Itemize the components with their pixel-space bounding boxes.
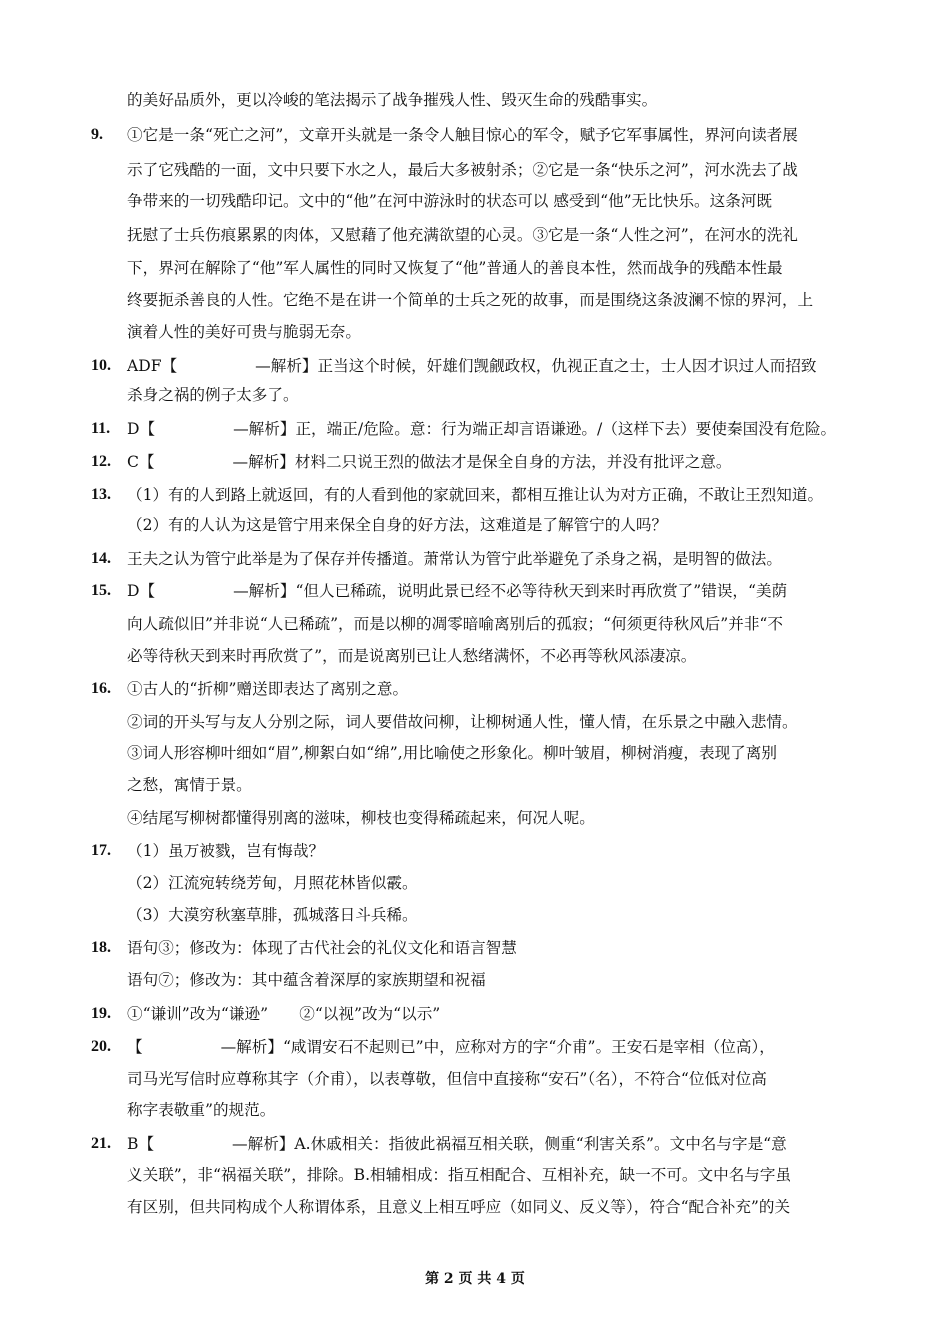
- answer-text-line: 语句⑦；修改为：其中蕴含着深厚的家族期望和祝福: [127, 971, 486, 989]
- answer-text-line: ②词的开头写与友人分别之际，词人要借故问柳，让柳树通人性，懂人情，在乐景之中融入悲情。: [127, 713, 798, 731]
- question-number: 19.: [91, 1005, 111, 1022]
- page-footer: 第 2 页 共 4 页: [425, 1271, 525, 1287]
- answer-text-line: 有区别，但共同构成个人称谓体系，且意义上相互呼应（如同义、反义等），符合“配合补充”的关: [127, 1198, 791, 1216]
- question-number: 9.: [91, 126, 103, 143]
- question-number: 15.: [91, 582, 111, 599]
- answer-text-line: ①古人的“折柳”赠送即表达了离别之意。: [127, 680, 409, 698]
- question-number: 21.: [91, 1135, 111, 1152]
- answer-text-line: ①“谦训”改为“谦逊” ②“以视”改为“以示”: [127, 1005, 441, 1023]
- answer-text-line: 之愁，寓情于景。: [127, 776, 252, 794]
- answer-text-line: 语句③；修改为：体现了古代社会的礼仪文化和语言智慧: [127, 939, 517, 957]
- answer-text-line: 演着人性的美好可贵与脆弱无奈。: [127, 323, 361, 341]
- answer-text-line: D【 —解析】正，端正/危险。意：行为端正却言语谦逊。/（这样下去）要使秦国没有危险。: [127, 420, 837, 438]
- answer-text-line: B【 —解析】A.休戚相关：指彼此祸福互相关联，侧重“利害关系”。文中名与字是“意: [127, 1135, 787, 1153]
- answer-text-line: （1）有的人到路上就返回，有的人看到他的家就回来，都相互推让认为对方正确，不敢让王烈知道。: [127, 486, 824, 504]
- answer-text-line: 杀身之祸的例子太多了。: [127, 386, 299, 404]
- answer-text-line: 司马光写信时应尊称其字（介甫），以表尊敬，但信中直接称“安石”（名），不符合“位低对位高: [127, 1070, 767, 1088]
- answer-text-line: 称字表敬重”的规范。: [127, 1101, 276, 1119]
- answer-text-line: 的美好品质外，更以冷峻的笔法揭示了战争摧残人性、毁灭生命的残酷事实。: [127, 91, 658, 109]
- answer-text-line: ①它是一条“死亡之河”，文章开头就是一条令人触目惊心的军令，赋予它军事属性，界河向读者展: [127, 126, 798, 144]
- answer-text-line: 王夫之认为管宁此举是为了保存并传播道。萧常认为管宁此举避免了杀身之祸，是明智的做法。: [127, 550, 782, 568]
- answer-text-line: （2）有的人认为这是管宁用来保全自身的好方法，这难道是了解管宁的人吗？: [127, 516, 668, 534]
- answer-text-line: （3）大漠穷秋塞草腓，孤城落日斗兵稀。: [127, 906, 418, 924]
- answer-text-line: C【 —解析】材料二只说王烈的做法才是保全自身的方法，并没有批评之意。: [127, 453, 732, 471]
- question-number: 14.: [91, 550, 111, 567]
- answer-text-line: 【 —解析】“咸谓安石不起则已”中，应称对方的字“介甫”。王安石是宰相（位高），: [127, 1038, 775, 1056]
- question-number: 17.: [91, 842, 111, 859]
- answer-text-line: 必等待秋天到来时再欣赏了”，而是说离别已让人愁绪满怀，不必再等秋风添凄凉。: [127, 647, 697, 665]
- question-number: 20.: [91, 1038, 111, 1055]
- question-number: 13.: [91, 486, 111, 503]
- answer-text-line: 义关联”，非“祸福关联”，排除。B.相辅相成：指互相配合、互相补充，缺一不可。文中名与字虽: [127, 1166, 792, 1184]
- question-number: 11.: [91, 420, 111, 437]
- question-number: 12.: [91, 453, 111, 470]
- answer-text-line: D【 —解析】“但人已稀疏，说明此景已经不必等待秋天到来时再欣赏了”错误，“美荫: [127, 582, 788, 600]
- answer-text-line: 示了它残酷的一面，文中只要下水之人，最后大多被射杀；②它是一条“快乐之河”，河水洗去了战: [127, 161, 798, 179]
- question-number: 10.: [91, 357, 111, 374]
- answer-text-line: ④结尾写柳树都懂得别离的滋味，柳枝也变得稀疏起来，何况人呢。: [127, 809, 595, 827]
- answer-text-line: 终要扼杀善良的人性。它绝不是在讲一个简单的士兵之死的故事，而是围绕这条波澜不惊的界河，上: [127, 291, 814, 309]
- answer-text-line: ③词人形容柳叶细如“眉”,柳絮白如“绵”,用比喻使之形象化。柳叶皱眉，柳树消瘦，表现了离别: [127, 744, 777, 762]
- answer-text-line: （1）虽万被戮，岂有悔哉？: [127, 842, 325, 860]
- answer-text-line: 争带来的一切残酷印记。文中的“他”在河中游泳时的状态可以 感受到“他”无比快乐。这条河既: [127, 192, 773, 210]
- question-number: 18.: [91, 939, 111, 956]
- answer-text-line: 下，界河在解除了“他”军人属性的同时又恢复了“他”普通人的善良本性，然而战争的残酷本性最: [127, 259, 783, 277]
- answer-text-line: 向人疏似旧”并非说“人已稀疏”，而是以柳的凋零暗喻离别后的孤寂；“何须更待秋风后”并非“不: [127, 615, 783, 633]
- answer-text-line: ADF【 —解析】正当这个时候，奸雄们觊觎政权，仇视正直之士，士人因才识过人而招致: [127, 357, 817, 375]
- question-number: 16.: [91, 680, 111, 697]
- answer-text-line: 抚慰了士兵伤痕累累的肉体，又慰藉了他充满欲望的心灵。③它是一条“人性之河”，在河水的洗礼: [127, 226, 798, 244]
- answer-text-line: （2）江流宛转绕芳甸，月照花林皆似霰。: [127, 874, 418, 892]
